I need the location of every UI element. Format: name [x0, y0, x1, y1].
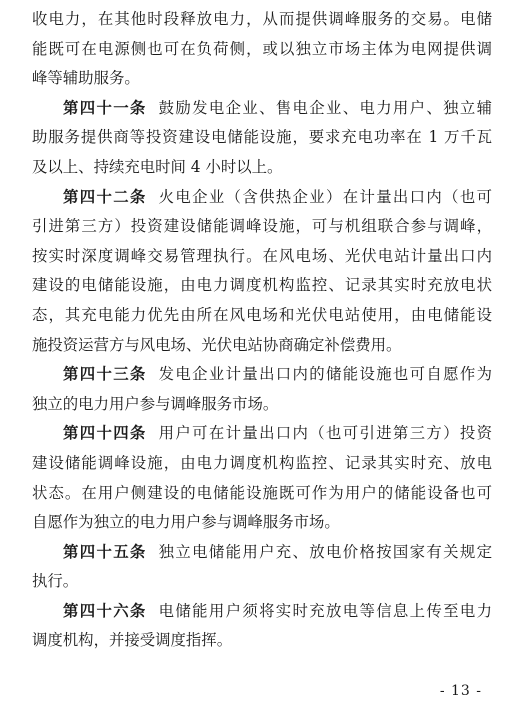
- article-42-first-line: [32, 183, 492, 213]
- text-line: 能既可在电源侧也可在负荷侧，或以独立市场主体为电网提供调: [32, 39, 492, 58]
- text-line: 助服务提供商等投资建设电储能设施，要求充电功率在 1 万千瓦: [32, 128, 492, 147]
- text-line: 建设储能调峰设施，由电力调度机构监控、记录其实时充、放电: [32, 453, 492, 472]
- article-number: 第四十五条: [63, 542, 147, 561]
- article-43-first-line: [32, 360, 492, 390]
- text-line: 调度机构，并接受调度指挥。: [32, 631, 233, 650]
- text-line: 建设的电储能设施，由电力调度机构监控、记录其实时充放电状: [32, 276, 492, 295]
- page-number: - 13 -: [439, 683, 482, 699]
- article-number: 第四十三条: [63, 365, 147, 384]
- text-line: 引进第三方）投资建设储能调峰设施，可与机组联合参与调峰，: [32, 217, 492, 236]
- text-line: 状态。在用户侧建设的电储能设施既可作为用户的储能设备也可: [32, 483, 492, 502]
- article-number: 第四十四条: [63, 424, 147, 443]
- text-line: 峰等辅助服务。: [32, 69, 140, 88]
- article-41-first-line: [32, 94, 492, 124]
- article-text: 电储能用户须将实时充放电等信息上传至电力: [158, 601, 492, 620]
- article-46-first-line: [32, 597, 492, 627]
- article-text: 火电企业（含供热企业）在计量出口内（也可: [158, 187, 492, 206]
- article-44-first-line: [32, 419, 492, 449]
- text-line: 执行。: [32, 572, 79, 591]
- article-number: 第四十一条: [63, 98, 147, 117]
- article-number: 第四十六条: [63, 601, 147, 620]
- text-line: 独立的电力用户参与调峰服务市场。: [32, 394, 279, 413]
- article-text: 用户可在计量出口内（也可引进第三方）投资: [158, 424, 492, 443]
- text-line: 收电力，在其他时段释放电力，从而提供调峰服务的交易。电储: [32, 10, 492, 28]
- text-line: 态，其充电能力优先由所在风电场和光伏电站使用，由电储能设: [32, 305, 492, 324]
- article-text: 发电企业计量出口内的储能设施也可自愿作为: [158, 365, 492, 384]
- article-45-first-line: [32, 538, 492, 568]
- text-line: 自愿作为独立的电力用户参与调峰服务市场。: [32, 513, 340, 532]
- article-number: 第四十二条: [63, 187, 147, 206]
- text-line: 按实时深度调峰交易管理执行。在风电场、光伏电站计量出口内: [32, 246, 492, 265]
- document-body: [32, 5, 492, 656]
- article-text: 独立电储能用户充、放电价格按国家有关规定: [158, 542, 492, 561]
- text-line: 施投资运营方与风电场、光伏电站协商确定补偿费用。: [32, 335, 402, 354]
- text-line: 及以上、持续充电时间 4 小时以上。: [32, 157, 283, 176]
- article-text: 鼓励发电企业、售电企业、电力用户、独立辅: [158, 98, 492, 117]
